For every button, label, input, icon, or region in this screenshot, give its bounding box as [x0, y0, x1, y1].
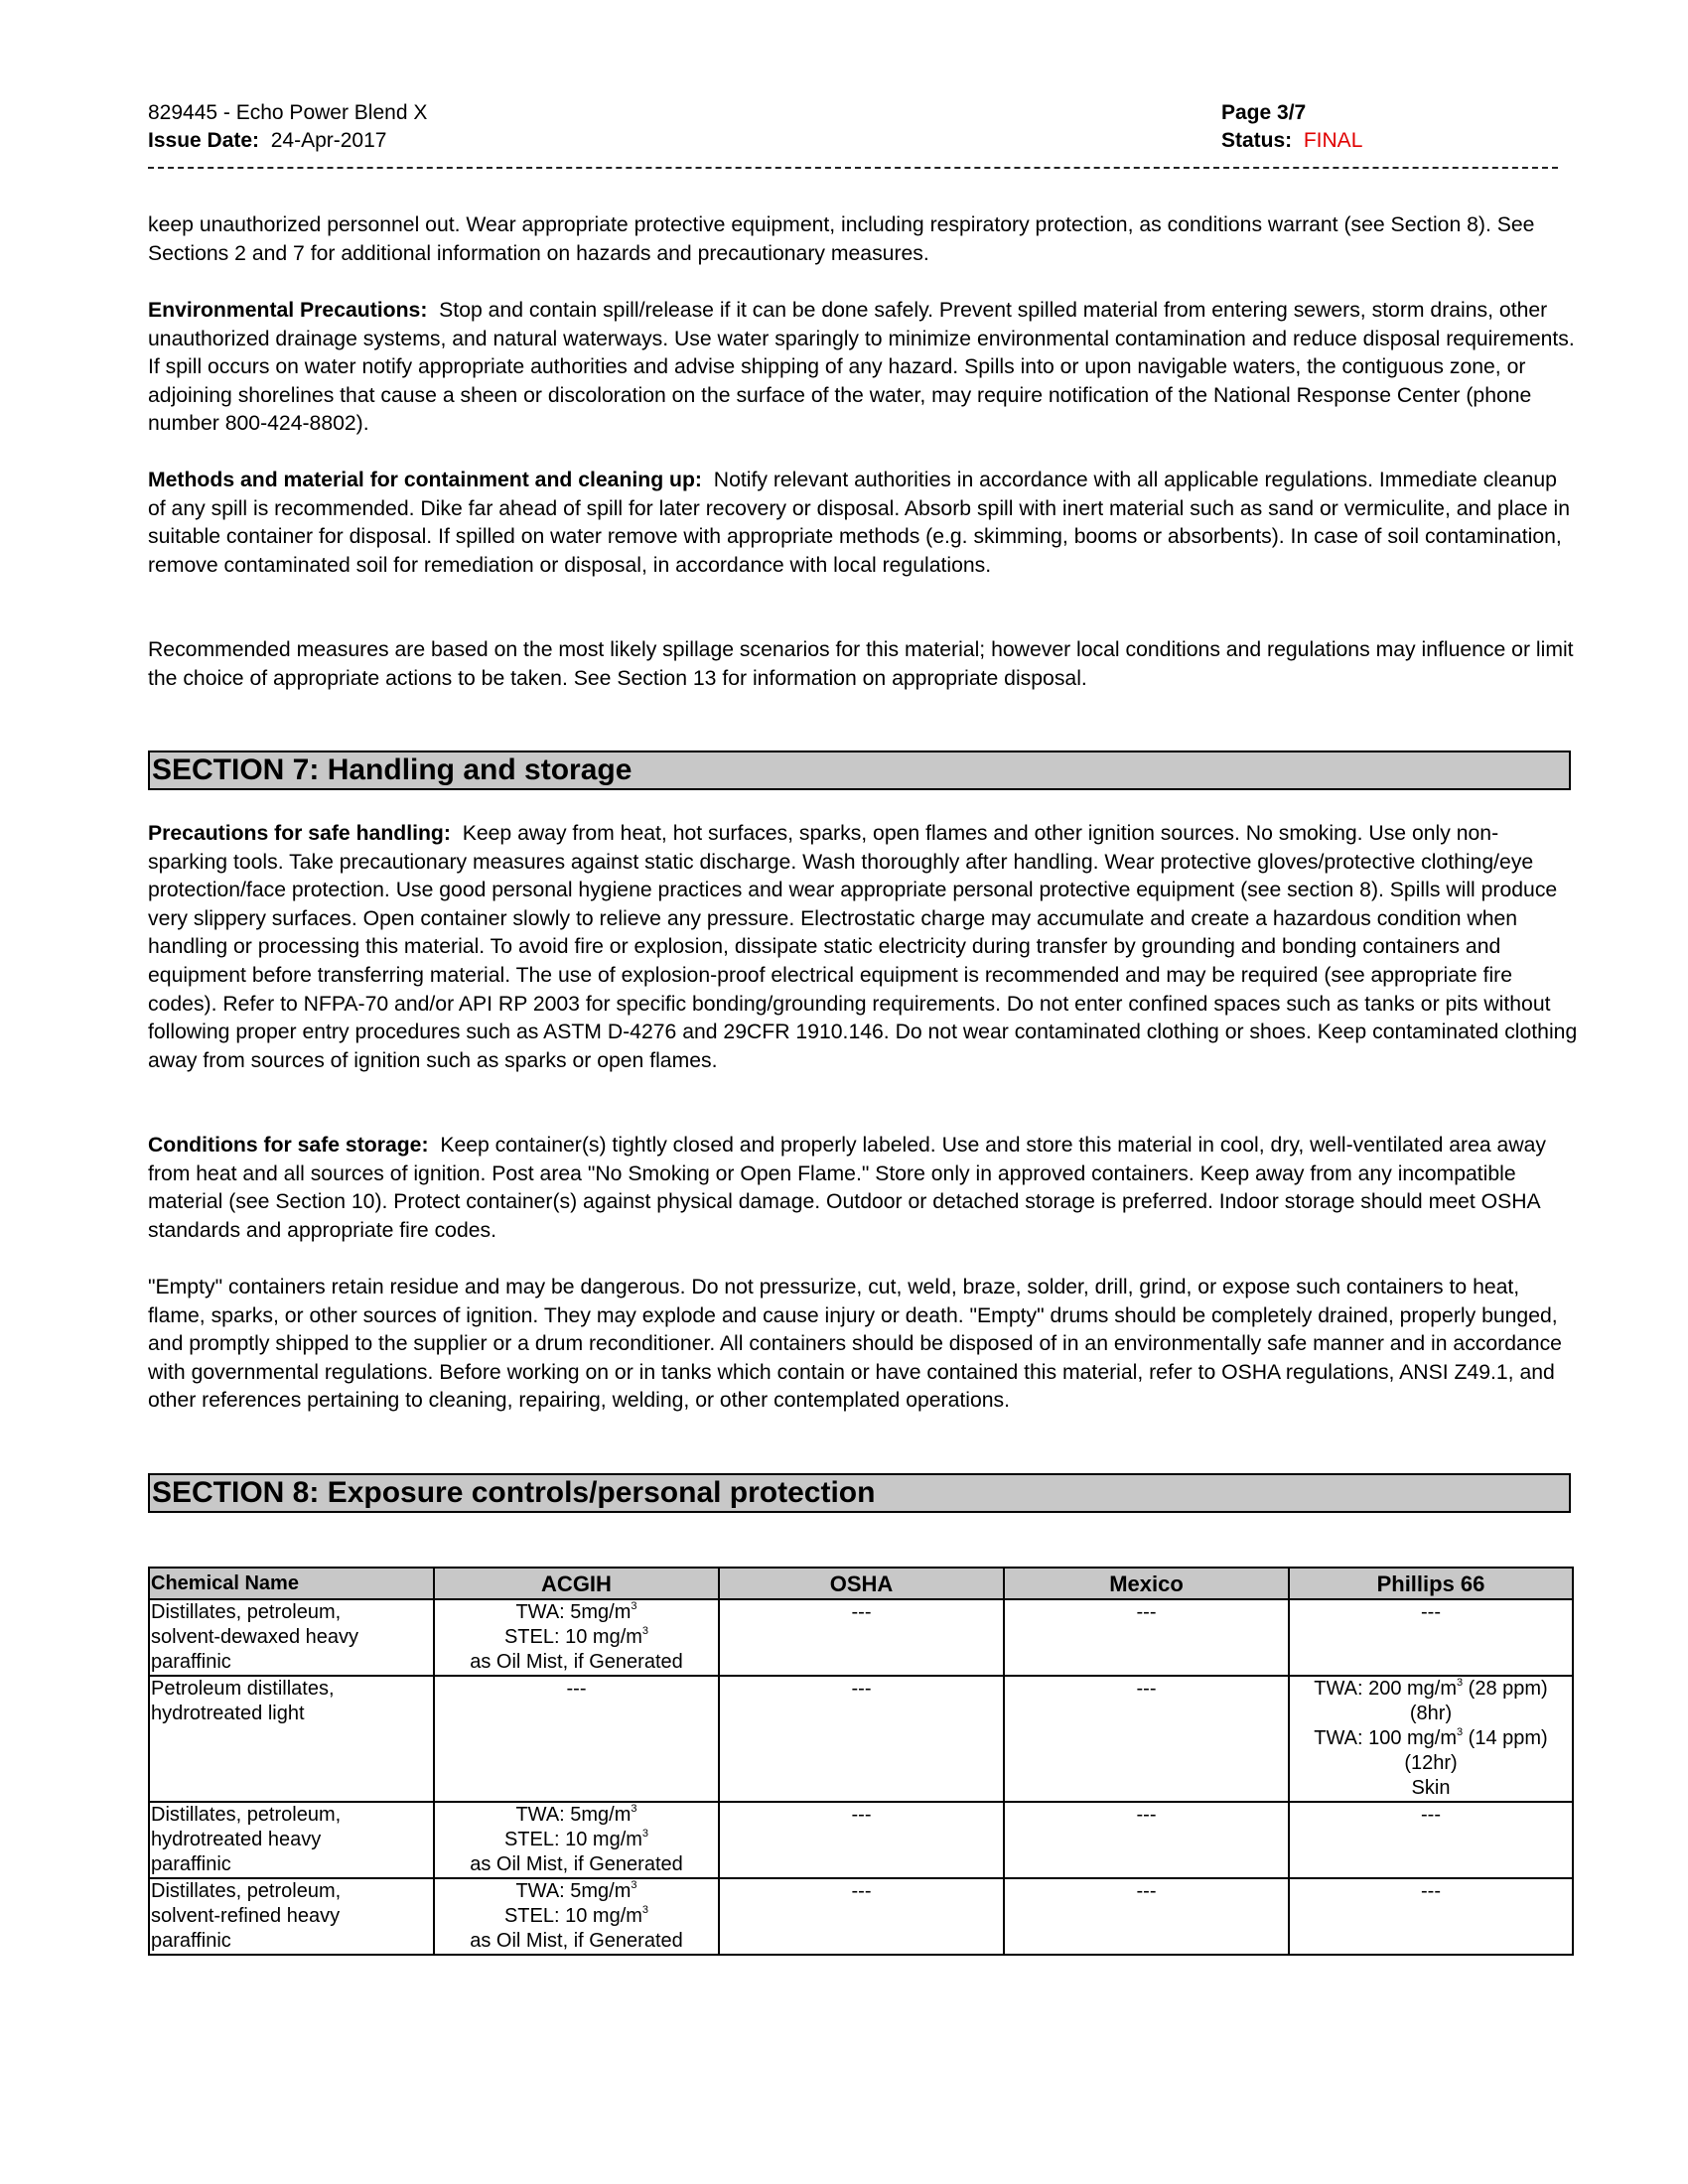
- header-divider: [148, 167, 1558, 169]
- table-row: [149, 1599, 1573, 1676]
- col-acgih: ACGIH: [434, 1568, 719, 1599]
- environmental-precautions: [148, 297, 1578, 439]
- acgih-cell: TWA: $5mg/m^3$ STEL: 10 $mg/m^3$ as Oil Mist, if Generated: [434, 1878, 719, 1955]
- section-8-heading: SECTION 8: Exposure controls/personal protection: [148, 1473, 1571, 1513]
- acgih-cell: TWA: $5mg/m^3$ STEL: 10 $mg/m^3$ as Oil Mist, if Generated: [434, 1802, 719, 1878]
- status-value: FINAL: [1303, 129, 1363, 152]
- osha-cell: ---: [719, 1599, 1004, 1676]
- empty-containers: "Empty" containers retain residue and may be dangerous. Do not pressurize, cut, weld, braze, solder, drill, grind, or expose such containers to heat, flame, sparks, or other sources of ignition. They may explode and cause injury or death. "Empty" drums should be completely drained, properly bunged, and promptly shipped to the supplier or a drum reconditioner. All containers should be disposed of in an environmentally safe manner and in accordance with governmental regulations. Before working on or in tanks which contain or have contained this material, refer to OSHA regulations, ANSI Z49.1, and other references pertaining to cleaning, repairing, welding, or other contemplated operations.: [148, 1276, 1562, 1413]
- exposure-limits-table: [148, 1567, 1574, 1956]
- safe-handling-text: Keep away from heat, hot surfaces, sparks, open flames and other ignition sources. No smoking. Use only non-sparking tools. Take precautionary measures against static discharge. Wash thoroughly after handling. Wear protective gloves/protective clothing/eye protection/face protection. Use good personal hygiene practices and wear appropriate personal protective equipment (see section 8). Spills will produce very slippery surfaces. Open container slowly to relieve any pressure. Electrostatic charge may accumulate and create a hazardous condition when handling or processing this material. To avoid fire or explosion, dissipate static electricity during transfer by grounding and bonding containers and equipment before transferring material. The use of explosion-proof electrical equipment is recommended and may be required (see appropriate fire codes). Refer to NFPA-70 and/or API RP 2003 for specific bonding/grounding requirements. Do not enter confined spaces such as tanks or pits without following proper entry procedures such as ASTM D-4276 and 29CFR 1910.146. Do not wear contaminated clothing or shoes. Keep contaminated clothing away from sources of ignition such as sparks or open flames.: [148, 822, 1578, 1072]
- col-chemical-name: Chemical Name: [149, 1568, 434, 1599]
- issue-date-line: [148, 127, 427, 155]
- col-phillips66: Phillips 66: [1289, 1568, 1573, 1599]
- mexico-cell: ---: [1004, 1676, 1289, 1802]
- chemical-name-cell: Distillates, petroleum, hydrotreated heavy paraffinic: [149, 1802, 434, 1878]
- recommended-measures: Recommended measures are based on the most likely spillage scenarios for this material; however local conditions and regulations may influence or limit the choice of appropriate actions to be taken. See Section 13 for information on appropriate disposal.: [148, 638, 1574, 690]
- product-id-name: 829445 - Echo Power Blend X: [148, 101, 428, 124]
- safe-storage-label: Conditions for safe storage:: [148, 1134, 429, 1157]
- page-number: Page 3/7: [1221, 101, 1307, 124]
- phillips66-cell: ---: [1289, 1802, 1573, 1878]
- status-line: [1221, 127, 1362, 155]
- phillips66-cell: TWA: 200 $mg/m^3$ (28 ppm) (8hr) TWA: 100 $mg/m^3$ (14 ppm) (12hr) Skin: [1289, 1676, 1573, 1802]
- safe-storage: [148, 1132, 1578, 1245]
- document-header-right: [1221, 99, 1362, 155]
- phillips66-cell: ---: [1289, 1878, 1573, 1955]
- document-header-left: [148, 99, 427, 155]
- issue-date-label: Issue Date:: [148, 129, 260, 152]
- table-row: [149, 1676, 1573, 1802]
- osha-cell: ---: [719, 1878, 1004, 1955]
- issue-date-value: 24-Apr-2017: [270, 129, 387, 152]
- mexico-cell: ---: [1004, 1802, 1289, 1878]
- mexico-cell: ---: [1004, 1878, 1289, 1955]
- containment-methods: [148, 467, 1578, 580]
- acgih-cell: TWA: $5mg/m^3$ STEL: 10 $mg/m^3$ as Oil Mist, if Generated: [434, 1599, 719, 1676]
- osha-cell: ---: [719, 1676, 1004, 1802]
- containment-methods-label: Methods and material for containment and cleaning up:: [148, 469, 702, 491]
- phillips66-cell: ---: [1289, 1599, 1573, 1676]
- chemical-name-cell: Distillates, petroleum, solvent-dewaxed heavy paraffinic: [149, 1599, 434, 1676]
- safe-handling: [148, 820, 1578, 1075]
- status-label: Status:: [1221, 129, 1293, 152]
- chemical-name-cell: Distillates, petroleum, solvent-refined heavy paraffinic: [149, 1878, 434, 1955]
- environmental-precautions-label: Environmental Precautions:: [148, 299, 428, 322]
- table-header-row: [149, 1568, 1573, 1599]
- acgih-cell: ---: [434, 1676, 719, 1802]
- section-7-heading: SECTION 7: Handling and storage: [148, 751, 1571, 790]
- continuation-paragraph: keep unauthorized personnel out. Wear appropriate protective equipment, including respiratory protection, as conditions warrant (see Section 8). See Sections 2 and 7 for additional information on hazards and precautionary measures.: [148, 213, 1535, 265]
- containment-methods-text: Notify relevant authorities in accordance with all applicable regulations. Immediate cleanup of any spill is recommended. Dike far ahead of spill for later recovery or disposal. Absorb spill with inert material such as sand or vermiculite, and place in suitable container for disposal. If spilled on water remove with appropriate methods (e.g. skimming, booms or absorbents). In case of soil contamination, remove contaminated soil for remediation or disposal, in accordance with local regulations.: [148, 469, 1570, 577]
- col-osha: OSHA: [719, 1568, 1004, 1599]
- safe-storage-text: Keep container(s) tightly closed and properly labeled. Use and store this material in cool, dry, well-ventilated area away from heat and all sources of ignition. Post area "No Smoking or Open Flame." Store only in approved containers. Keep away from any incompatible material (see Section 10). Protect container(s) against physical damage. Outdoor or detached storage is preferred. Indoor storage should meet OSHA standards and appropriate fire codes.: [148, 1134, 1547, 1242]
- environmental-precautions-text: Stop and contain spill/release if it can be done safely. Prevent spilled material from entering sewers, storm drains, other unauthorized drainage systems, and natural waterways. Use water sparingly to minimize environmental contamination and reduce disposal requirements. If spill occurs on water notify appropriate authorities and advise shipping of any hazard. Spills into or upon navigable waters, the contiguous zone, or adjoining shorelines that cause a sheen or discoloration on the surface of the water, may require notification of the National Response Center (phone number 800-424-8802).: [148, 299, 1575, 436]
- chemical-name-cell: Petroleum distillates, hydrotreated light: [149, 1676, 434, 1802]
- col-mexico: Mexico: [1004, 1568, 1289, 1599]
- mexico-cell: ---: [1004, 1599, 1289, 1676]
- table-row: [149, 1878, 1573, 1955]
- table-row: [149, 1802, 1573, 1878]
- safe-handling-label: Precautions for safe handling:: [148, 822, 451, 845]
- osha-cell: ---: [719, 1802, 1004, 1878]
